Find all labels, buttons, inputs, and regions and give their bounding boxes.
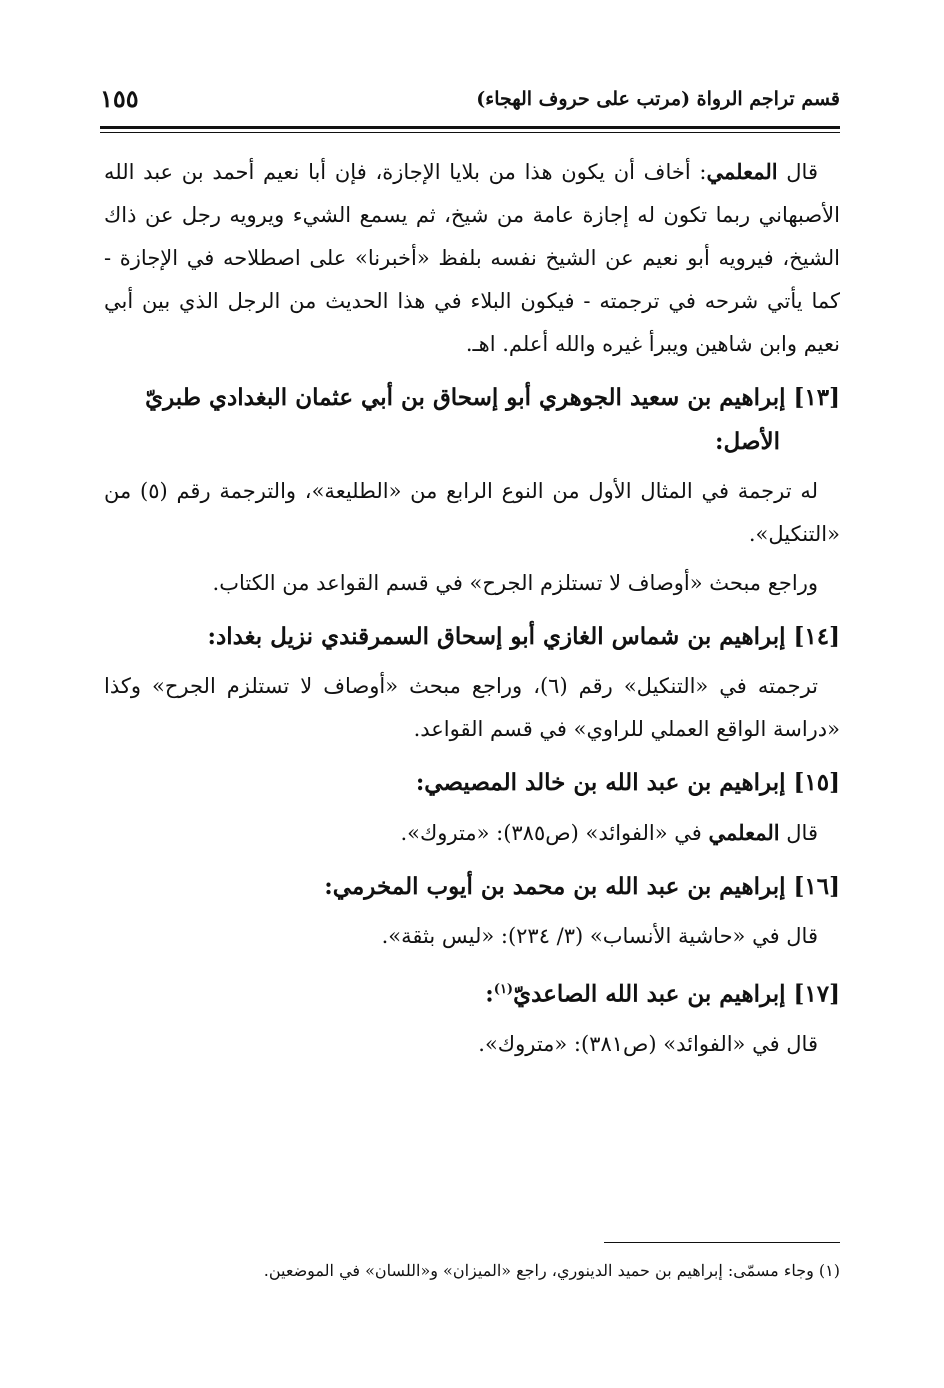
entry-14 [104, 615, 840, 751]
entry-lead: قال [779, 821, 818, 845]
entry-text: وراجع مبحث «أوصاف لا تستلزم الجرح» في قسم القواعد من الكتاب. [212, 571, 818, 595]
entry-heading-colon: : [485, 980, 494, 1008]
footnote-reference[interactable]: (١) [493, 982, 514, 997]
entry-text [104, 811, 840, 855]
paragraph-lead: قال [777, 160, 818, 184]
author-name: المعلمي [706, 159, 778, 184]
entry-heading-text: [١٧] إبراهيم بن عبد الله الصاعديّ [513, 980, 840, 1008]
page-number: ١٥٥ [100, 84, 139, 113]
main-text [104, 150, 840, 1066]
entry-heading: [١٤] إبراهيم بن شماس الغازي أبو إسحاق السمرقندي نزيل بغداد: [207, 623, 840, 650]
footnote: (١) وجاء مسمّى: إبراهيم بن حميد الدينوري، راجع «الميزان» و«اللسان» في الموضعين. [263, 1261, 840, 1280]
paragraph-muallimi-comment [104, 150, 840, 366]
entry-heading: [١٣] إبراهيم بن سعيد الجوهري أبو إسحاق بن أبي عثمان البغدادي طبريّ [145, 384, 840, 411]
footnote-separator [604, 1242, 840, 1243]
entry-heading: [١٦] إبراهيم بن عبد الله بن محمد بن أيوب المخرمي: [324, 873, 840, 900]
entry-heading-continuation: الأصل: [715, 428, 780, 455]
entry-text-rest: في «الفوائد» (ص٣٨٥): «متروك». [400, 821, 709, 845]
entry-15 [104, 761, 840, 855]
running-title: قسم تراجم الرواة (مرتب على حروف الهجاء) [476, 88, 840, 110]
entry-16 [104, 865, 840, 958]
page-header [100, 82, 840, 122]
header-rule-thick [100, 126, 840, 129]
entry-text: ترجمته في «التنكيل» رقم (٦)، وراجع مبحث «أوصاف لا تستلزم الجرح» وكذا «دراسة الواقع العملي للراوي» في قسم القواعد. [104, 674, 840, 741]
entry-text: قال في «الفوائد» (ص٣٨١): «متروك». [478, 1031, 818, 1056]
entry-heading: [١٥] إبراهيم بن عبد الله بن خالد المصيصي: [415, 769, 840, 796]
entry-17 [104, 968, 840, 1066]
entry-text: قال في «حاشية الأنساب» (٣/ ٢٣٤): «ليس بثقة». [381, 924, 818, 948]
paragraph-text: : أخاف أن يكون هذا من بلايا الإجازة، فإن أبا نعيم أحمد بن عبد الله الأصبهاني ربما تكون له إجازة عامة من شيخ، ثم يسمع الشيء ويرويه رجل عن ذاك الشيخ، فيرويه أبو نعيم عن الشيخ نفسه بلفظ «أخبرنا» على اصطلاحه في الإجازة - كما يأتي شرحه في ترجمته - فيكون البلاء في هذا الحديث من الرجل الذي بين أبي نعيم وابن شاهين ويبرأ غيره والله أعلم. اهـ. [104, 160, 840, 356]
author-name: المعلمي [708, 820, 780, 845]
entry-13 [104, 376, 840, 605]
entry-heading [104, 968, 840, 1017]
entry-text: له ترجمة في المثال الأول من النوع الرابع من «الطليعة»، والترجمة رقم (٥) من «التنكيل». [104, 479, 840, 546]
header-rule-thin [100, 132, 840, 133]
